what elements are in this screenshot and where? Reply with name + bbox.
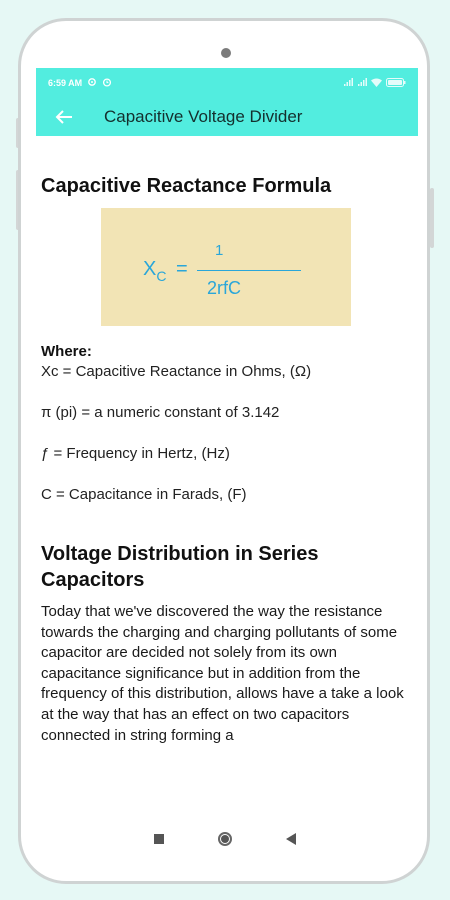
triangle-back-icon[interactable] — [286, 833, 296, 845]
definition-item: ƒ = Frequency in Hertz, (Hz) — [41, 445, 230, 462]
screen — [36, 68, 418, 812]
navigation-bar — [0, 811, 450, 866]
settings-gear-icon — [87, 77, 97, 89]
square-icon[interactable] — [154, 834, 164, 844]
battery-icon — [386, 78, 406, 89]
article-content — [36, 174, 418, 746]
body-paragraph: Today that we've discovered the way the resistance towards the charging and charging pollutants of some capacitor are decided not solely from its own capacitance significance but in addition from the frequency of this distribution, allows have a take a look at the way that has an effect on two capacitors connected in string forming a — [41, 603, 404, 744]
circle-icon — [221, 835, 229, 843]
formula-image — [101, 208, 351, 326]
formula-denominator: 2rfC — [207, 278, 242, 298]
signal-icon — [343, 78, 353, 89]
section-heading: Voltage Distribution in Series Capacitors — [41, 543, 319, 591]
where-label: Where: — [41, 343, 92, 360]
formula-equals: = — [176, 258, 188, 280]
status-bar — [36, 68, 418, 98]
signal-icon — [357, 78, 367, 89]
status-time: 6:59 AM — [48, 78, 83, 88]
formula-numerator: 1 — [215, 242, 224, 259]
definition-item: π (pi) = a numeric constant of 3.142 — [41, 404, 280, 421]
definition-item: C = Capacitance in Farads, (F) — [41, 486, 247, 503]
definition-item: Xc = Capacitive Reactance in Ohms, (Ω) — [41, 363, 312, 380]
formula-lhs: $X_C$ — [143, 258, 167, 284]
alarm-icon — [102, 77, 112, 89]
page-title: Capacitive Voltage Divider — [104, 107, 303, 126]
circle-icon[interactable] — [218, 832, 232, 846]
wifi-icon — [371, 78, 382, 89]
front-camera — [221, 48, 231, 58]
arrow-left-icon[interactable] — [52, 105, 76, 129]
app-bar — [36, 98, 418, 136]
fraction-bar — [197, 270, 301, 271]
section-heading: Capacitive Reactance Formula — [41, 175, 332, 197]
phone-side-button — [430, 188, 434, 248]
